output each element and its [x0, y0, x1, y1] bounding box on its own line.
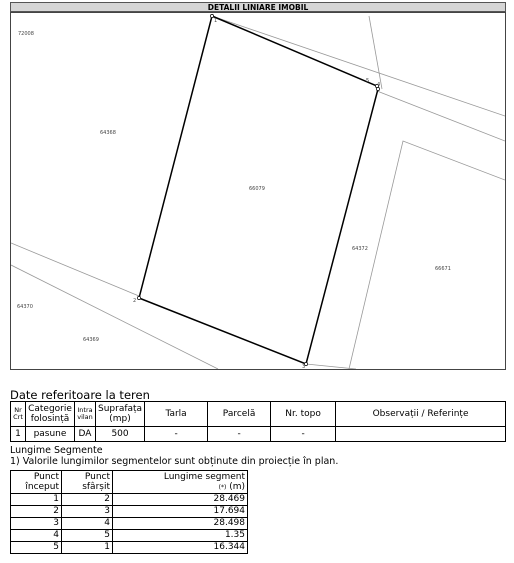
- cell-end: 2: [62, 494, 113, 506]
- col-intravilan: Intra vilan: [75, 402, 96, 427]
- segments-table: [10, 470, 248, 554]
- table-row: [11, 530, 248, 542]
- cell-intravilan: DA: [75, 427, 96, 442]
- point-label: 2: [133, 298, 137, 304]
- segments-title: Lungime Segmente: [10, 445, 103, 456]
- col-lungime: [113, 471, 248, 494]
- table-row: [11, 542, 248, 554]
- cell-end: 4: [62, 518, 113, 530]
- cell-length: 28.469: [113, 494, 248, 506]
- table-row: [11, 494, 248, 506]
- parcel-label: 64369: [83, 337, 99, 343]
- cell-suprafata: 500: [96, 427, 145, 442]
- col-observatii: Observații / Referințe: [336, 402, 506, 427]
- col-nr-crt: Nr Crt: [11, 402, 26, 427]
- col-categorie: Categorie folosință: [26, 402, 75, 427]
- table-row: [11, 506, 248, 518]
- cell-start: 1: [11, 494, 62, 506]
- cell-observatii: [336, 427, 506, 442]
- cell-categorie: pasune: [26, 427, 75, 442]
- cell-parcela: -: [208, 427, 271, 442]
- parcel-label: 64368: [100, 130, 116, 136]
- point-label: 3: [302, 364, 306, 369]
- land-data-title: Date referitoare la teren: [10, 388, 150, 402]
- parcel-boundary: [306, 364, 356, 369]
- col-parcela: Parcelă: [208, 402, 271, 427]
- length-header-unit: (m): [229, 481, 245, 492]
- vertex-marker: [137, 296, 140, 299]
- parcel-map: [10, 12, 506, 370]
- map-drawing: [11, 13, 505, 369]
- parcel-label: 64370: [17, 304, 33, 310]
- point-label: 1: [214, 18, 218, 24]
- road-line: [11, 243, 139, 296]
- point-label: 5: [366, 78, 370, 84]
- col-punct-inceput: Punct început: [11, 471, 62, 494]
- cell-end: 5: [62, 530, 113, 542]
- cell-end: 1: [62, 542, 113, 554]
- parcel-label: 72008: [18, 31, 34, 37]
- road-line: [377, 91, 505, 141]
- col-tarla: Tarla: [145, 402, 208, 427]
- cell-length: 16.344: [113, 542, 248, 554]
- length-header-note: (*): [218, 483, 227, 491]
- cell-length: 28.498: [113, 518, 248, 530]
- cell-length: 1.35: [113, 530, 248, 542]
- cell-end: 3: [62, 506, 113, 518]
- table-row: [11, 427, 506, 442]
- col-suprafata: Suprafața (mp): [96, 402, 145, 427]
- col-nr-topo: Nr. topo: [271, 402, 336, 427]
- cell-nr-topo: -: [271, 427, 336, 442]
- details-header: DETALII LINIARE IMOBIL: [10, 2, 506, 12]
- segments-note: 1) Valorile lungimilor segmentelor sunt obținute din proiecție în plan.: [10, 456, 339, 467]
- col-punct-sfarsit: Punct sfârșit: [62, 471, 113, 494]
- cell-start: 5: [11, 542, 62, 554]
- road-line: [212, 16, 505, 116]
- table-header-row: [11, 402, 506, 427]
- parcel-label: 66079: [249, 186, 265, 192]
- length-header-label: Lungime segment: [163, 471, 245, 482]
- table-row: [11, 518, 248, 530]
- land-data-table: [10, 401, 506, 442]
- cell-start: 2: [11, 506, 62, 518]
- cell-length: 17.694: [113, 506, 248, 518]
- cell-tarla: -: [145, 427, 208, 442]
- parcel-label: 66671: [435, 266, 451, 272]
- parcel-boundary: [369, 16, 382, 89]
- point-label: 4: [377, 82, 381, 88]
- parcel-boundary: [349, 141, 505, 369]
- cell-nr: 1: [11, 427, 26, 442]
- table-header-row: [11, 471, 248, 494]
- parcel-label: 64372: [352, 246, 368, 252]
- cell-start: 4: [11, 530, 62, 542]
- cell-start: 3: [11, 518, 62, 530]
